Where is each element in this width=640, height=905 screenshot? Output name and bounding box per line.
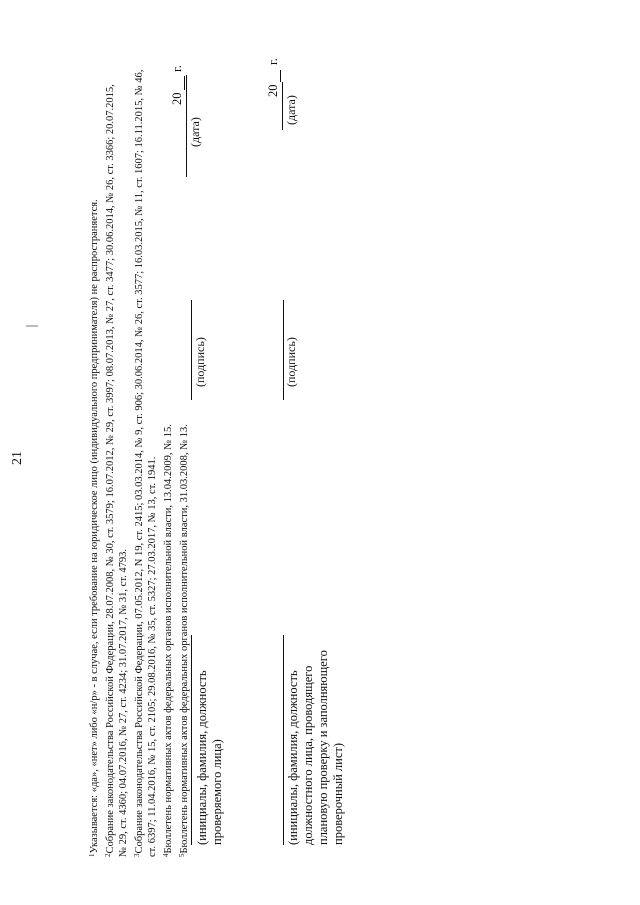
year-line [184, 76, 185, 90]
date-line [282, 82, 283, 130]
signature-caption: (подпись) [193, 337, 207, 387]
footnote-text: Бюллетень нормативных актов федеральных органов исполнительной власти, 13.04.2009, № 15. [162, 424, 174, 854]
name-line [191, 635, 192, 845]
footnote-text: ст. 6397; 11.04.2016, № 15, ст. 2105; 29.08.2016, № 35, ст. 5327; 27.03.2017, № 13, ст. 1941. [147, 456, 159, 857]
footnote-text: Собрание законодательства Российской Федерации, 28.07.2008, № 30, ст. 3579; 16.07.2012, № 29, ст. 3997; 08.07.2013, № 27, ст. 3477; 30.06.2014, № 26, ст. 3366; 20.07.2015, [104, 84, 116, 854]
footnotes [86, 57, 191, 857]
name-line [283, 635, 284, 845]
footnote-mark: 1 [88, 853, 96, 857]
date-caption: (дата) [284, 95, 298, 125]
footnote-mark: 2 [103, 853, 112, 857]
signature-line [191, 300, 192, 400]
year-prefix: 20 [266, 84, 280, 97]
footnote-line [146, 57, 160, 857]
name-caption: (инициалы, фамилия, должность проверяемого лица) [195, 670, 224, 845]
footnote-mark: 5 [177, 853, 186, 857]
footnote-text: Указывается: «да», «нет» либо «н/р» - в случае, если требование на юридическое лицо (индивидуального предпринимателя) не распространяется. [89, 199, 100, 854]
year-prefix: 20 [170, 92, 184, 105]
footnote-line [86, 57, 102, 857]
footnote-text: Собрание законодательства Российской Федерации, 07.05.2012, N 19, ст. 2415; 03.03.2014, № 9, ст. 906; 30.06.2014, № 26, ст. 3577; 16.03.2015, № 11, ст. 1607; 16.11.2015, № 46, [133, 69, 145, 854]
footnote-line [160, 57, 176, 857]
footnote-mark: 4 [161, 853, 170, 857]
footnote-text: Бюллетень нормативных актов федеральных органов исполнительной власти, 31.03.2008, № 13. [178, 424, 190, 854]
year-line [280, 70, 281, 82]
footnote-line [117, 57, 131, 857]
year-suffix: г. [266, 58, 280, 65]
footnote-mark: 3 [132, 853, 141, 857]
footnote-line [102, 57, 118, 857]
page-number: 21 [10, 451, 25, 465]
name-caption: (инициалы, фамилия, должность должностного лица, проводящего плановую проверку и заполняющего проверочный лист) [286, 650, 345, 845]
scan-mark [26, 325, 38, 327]
footnote-line [176, 57, 192, 857]
date-caption: (дата) [188, 117, 202, 147]
footnote-line [131, 57, 147, 857]
date-line [186, 75, 187, 177]
signature-caption: (подпись) [284, 337, 298, 387]
footnote-text: № 29, ст. 4360; 04.07.2016, № 27, ст. 4234; 31.07.2017, № 31, ст. 4793. [118, 548, 130, 857]
year-suffix: г. [170, 65, 184, 72]
